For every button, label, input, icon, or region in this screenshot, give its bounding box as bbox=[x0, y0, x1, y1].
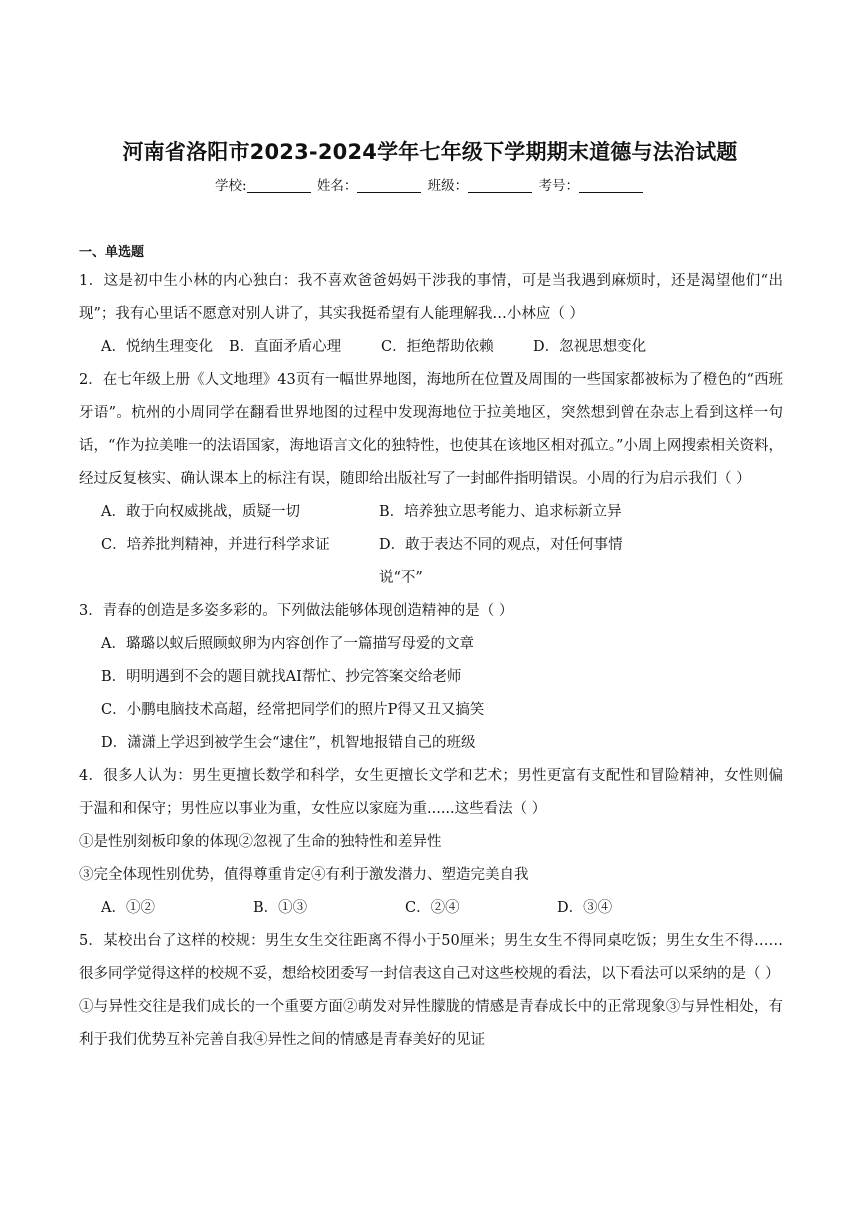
name-blank[interactable] bbox=[357, 178, 421, 193]
option-b[interactable]: B．直面矛盾心理 bbox=[229, 339, 342, 355]
question-stem: 1．这是初中生小林的内心独白：我不喜欢爸爸妈妈干涉我的事情，可是当我遇到麻烦时，还是渴望他们“出现”；我有心里话不愿意对别人讲了，其实我挺希望有人能理解我…小林应（ ） bbox=[79, 273, 783, 322]
option-d[interactable]: D．敢于表达不同的观点，对任何事情说“不” bbox=[379, 537, 623, 586]
question-stem: 5．某校出台了这样的校规：男生女生交往距离不得小于50厘米；男生女生不得同桌吃饭；男生女生不得……很多同学觉得这样的校规不妥，想给校团委写一封信表这自己对这些校规的看法，以下看法可以采纳的是（ ） bbox=[79, 933, 783, 982]
question-stem: 2．在七年级上册《人文地理》43页有一幅世界地图，海地所在位置及周围的一些国家都被标为了橙色的“西班牙语”。杭州的小周同学在翻看世界地图的过程中发现海地位于拉美地区，突然想到曾在杂志上看到这样一句话，“作为拉美唯一的法语国家，海地语言文化的独特性，也使其在该地区相对孤立。”小周上网搜索相关资料，经过反复核实、确认课本上的标注有误，随即给出版社写了一封邮件指明错误。小周的行为启示我们（ ） bbox=[79, 372, 783, 487]
option-a[interactable]: A．敢于向权威挑战，质疑一切 bbox=[101, 504, 300, 520]
class-blank[interactable] bbox=[468, 178, 532, 193]
id-blank[interactable] bbox=[579, 178, 643, 193]
exam-title: 河南省洛阳市2023-2024学年七年级下学期期末道德与法治试题 bbox=[122, 140, 738, 164]
option-c[interactable]: C．小鹏电脑技术高超，经常把同学们的照片P得又丑又搞笑 bbox=[101, 702, 485, 718]
option-c[interactable]: C．培养批判精神，并进行科学求证 bbox=[101, 537, 330, 553]
option-d[interactable]: D．忽视思想变化 bbox=[533, 339, 647, 355]
school-blank[interactable] bbox=[247, 178, 311, 193]
question-options bbox=[79, 496, 783, 529]
option-b[interactable]: B．①③ bbox=[253, 900, 308, 916]
statement-line: ①与异性交往是我们成长的一个重要方面②萌发对异性朦胧的情感是青春成长中的正常现象③与异性相处，有利于我们优势互补完善自我④异性之间的情感是青春美好的见证 bbox=[79, 999, 783, 1048]
section-title: 一、单选题 bbox=[79, 245, 145, 260]
option-b[interactable]: B．明明遇到不会的题目就找AI帮忙、抄完答案交给老师 bbox=[101, 669, 462, 685]
statement-line: ①是性别刻板印象的体现②忽视了生命的独特性和差异性 bbox=[79, 834, 442, 850]
option-a[interactable]: A．①② bbox=[101, 900, 155, 916]
question-options bbox=[79, 331, 783, 364]
question-stem: 3．青春的创造是多姿多彩的。下列做法能够体现创造精神的是（ ） bbox=[79, 603, 514, 619]
option-a[interactable]: A．悦纳生理变化 bbox=[101, 339, 213, 355]
question-stem: 4．很多人认为：男生更擅长数学和科学，女生更擅长文学和艺术；男性更富有支配性和冒险精神，女性则偏于温和和保守；男性应以事业为重，女性应以家庭为重......这些看法（ ） bbox=[79, 768, 783, 817]
question-options bbox=[79, 529, 783, 595]
class-label: 班级： bbox=[427, 178, 469, 194]
option-c[interactable]: C．拒绝帮助依赖 bbox=[381, 339, 494, 355]
statement-line: ③完全体现性别优势，值得尊重肯定④有利于激发潜力、塑造完美自我 bbox=[79, 867, 529, 883]
option-b[interactable]: B．培养独立思考能力、追求标新立异 bbox=[379, 504, 622, 520]
student-info-line bbox=[0, 174, 860, 194]
school-label: 学校: bbox=[215, 178, 247, 194]
name-label: 姓名： bbox=[316, 178, 358, 194]
question-list bbox=[79, 265, 783, 1057]
id-label: 考号： bbox=[538, 178, 579, 194]
option-c[interactable]: C．②④ bbox=[405, 900, 460, 916]
question-options bbox=[79, 892, 783, 925]
option-d[interactable]: D．潇潇上学迟到被学生会“逮住”，机智地报错自己的班级 bbox=[101, 735, 476, 751]
option-a[interactable]: A．璐璐以蚁后照顾蚁卵为内容创作了一篇描写母爱的文章 bbox=[101, 636, 474, 652]
option-d[interactable]: D．③④ bbox=[557, 900, 613, 916]
